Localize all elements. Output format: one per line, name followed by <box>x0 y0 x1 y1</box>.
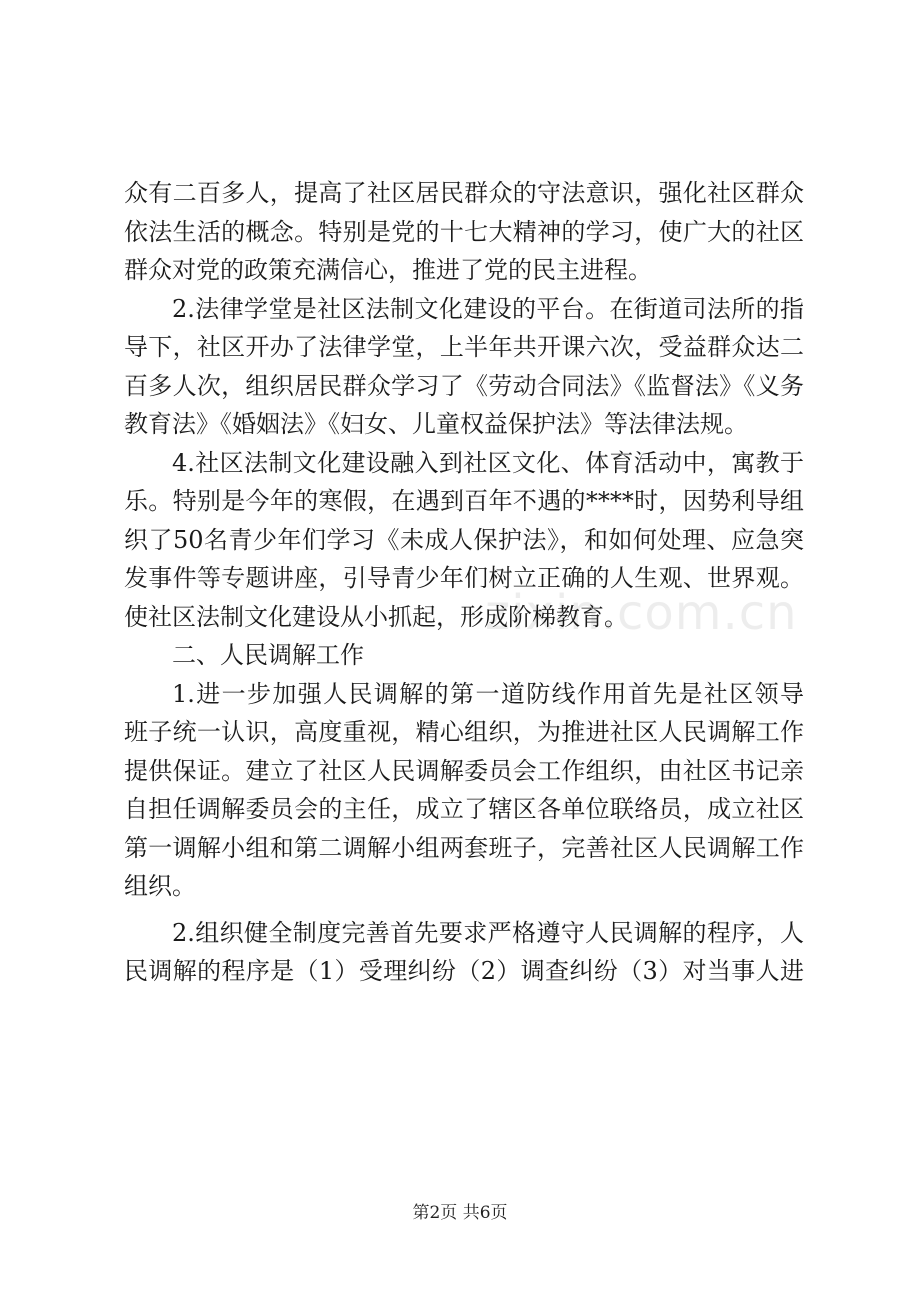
text-line: 班子统一认识，高度重视，精心组织，为推进社区人民调解工作 <box>124 718 804 746</box>
text-line: 导下，社区开办了法律学堂，上半年共开课六次，受益群众达二 <box>124 333 804 361</box>
text-line: 群众对党的政策充满信心，推进了党的民主进程。 <box>124 256 652 284</box>
text-line: 织了50名青少年们学习《未成人保护法》，和如何处理、应急突 <box>124 525 804 554</box>
text-line: 众有二百多人，提高了社区居民群众的守法意识，强化社区群众 <box>124 179 804 207</box>
text-line: 教育法》《婚姻法》《妇女、儿童权益保护法》等法律法规。 <box>124 410 748 438</box>
text-line: 2.法律学堂是社区法制文化建设的平台。在街道司法所的指 <box>172 294 804 323</box>
text-line: 自担任调解委员会的主任，成立了辖区各单位联络员，成立社区 <box>124 795 804 823</box>
text-line: 2.组织健全制度完善首先要求严格遵守人民调解的程序，人 <box>172 918 804 947</box>
section-heading: 二、人民调解工作 <box>172 641 364 669</box>
text-line: 组织。 <box>124 872 196 900</box>
text-line: 提供保证。建立了社区人民调解委员会工作组织，由社区书记亲 <box>124 756 804 785</box>
watermark: zixin.com.cn <box>485 585 798 641</box>
text-line: 依法生活的概念。特别是党的十七大精神的学习，使广大的社区 <box>124 217 804 246</box>
text-line: 4.社区法制文化建设融入到社区文化、体育活动中，寓教于 <box>172 448 804 477</box>
text-line: 1.进一步加强人民调解的第一道防线作用首先是社区领导 <box>172 679 804 708</box>
page-number-footer: 第2页 共6页 <box>412 1203 508 1223</box>
text-line: 百多人次，组织居民群众学习了《劳动合同法》《监督法》《义务 <box>124 371 804 400</box>
document-body <box>124 174 804 991</box>
text-line: 民调解的程序是（1）受理纠纷（2）调查纠纷（3）对当事人进 <box>124 957 804 985</box>
text-line: 使社区法制文化建设从小抓起，形成阶梯教育。 <box>124 602 628 631</box>
paragraph-gap <box>124 906 804 914</box>
text-line: 发事件等专题讲座，引导青少年们树立正确的人生观、世界观。 <box>124 564 804 592</box>
text-line: 乐。特别是今年的寒假，在遇到百年不遇的****时，因势利导组 <box>124 487 804 515</box>
text-line: 第一调解小组和第二调解小组两套班子，完善社区人民调解工作 <box>124 833 804 862</box>
